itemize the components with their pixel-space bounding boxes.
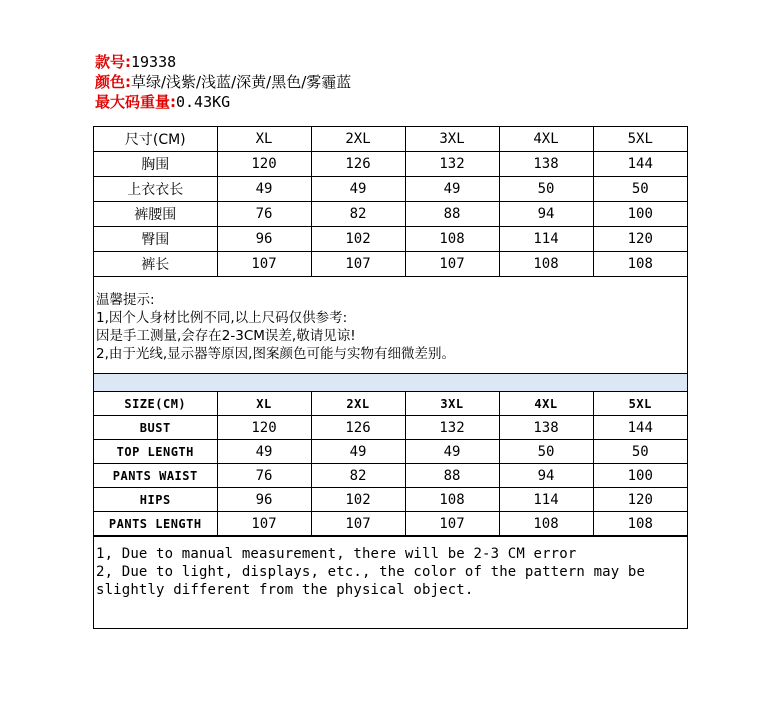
product-header: [95, 52, 351, 112]
table-cell: 50: [593, 177, 687, 202]
table-cell: 94: [499, 202, 593, 227]
table-cell: 107: [405, 512, 499, 536]
separator-band: [94, 373, 687, 392]
table-cell: 100: [593, 464, 687, 488]
row-label: 胸围: [94, 152, 217, 177]
note-line: slightly different from the physical object.: [96, 582, 474, 598]
table-row: [94, 488, 687, 512]
table-cell: 107: [405, 252, 499, 277]
style-number-row: [95, 52, 351, 72]
table-cell: 102: [311, 488, 405, 512]
table-cell: 108: [405, 227, 499, 252]
table-cell: 114: [499, 488, 593, 512]
table-cell: 144: [593, 152, 687, 177]
color-label: 颜色:: [95, 73, 131, 91]
note-line: 2,由于光线,显示器等原因,图案颜色可能与实物有细微差别。: [96, 346, 455, 362]
table-row: [94, 227, 687, 252]
table-row: [94, 416, 687, 440]
column-header: 3XL: [405, 392, 499, 416]
color-row: [95, 72, 351, 92]
table-cell: 108: [593, 252, 687, 277]
table-cell: 50: [499, 177, 593, 202]
table-cell: 100: [593, 202, 687, 227]
table-cell: 144: [593, 416, 687, 440]
column-header: 2XL: [311, 127, 405, 152]
table-cell: 132: [405, 152, 499, 177]
table-cell: 82: [311, 464, 405, 488]
table-cell: 107: [217, 512, 311, 536]
row-label: 臀围: [94, 227, 217, 252]
table-cell: 49: [405, 440, 499, 464]
table-cell: 126: [311, 152, 405, 177]
notes-english: [94, 536, 687, 628]
table-header-row: [94, 392, 687, 416]
table-cell: 108: [499, 512, 593, 536]
row-label: 裤腰围: [94, 202, 217, 227]
table-cell: 120: [593, 488, 687, 512]
table-cell: 107: [311, 512, 405, 536]
column-header: 3XL: [405, 127, 499, 152]
row-label: 上衣衣长: [94, 177, 217, 202]
table-row: [94, 512, 687, 536]
table-cell: 107: [311, 252, 405, 277]
table-cell: 49: [311, 177, 405, 202]
table-row: [94, 252, 687, 277]
column-header: XL: [217, 392, 311, 416]
table-cell: 138: [499, 152, 593, 177]
size-chart-sheet: [93, 126, 688, 629]
table-cell: 126: [311, 416, 405, 440]
table-cell: 94: [499, 464, 593, 488]
note-line: 1, Due to manual measurement, there will be 2-3 CM error: [96, 546, 577, 562]
notes-chinese: [94, 277, 687, 373]
color-value: 草绿/浅紫/浅蓝/深黄/黑色/雾霾蓝: [131, 73, 352, 91]
table-cell: 132: [405, 416, 499, 440]
table-row: [94, 177, 687, 202]
table-cell: 49: [217, 177, 311, 202]
table-cell: 82: [311, 202, 405, 227]
table-cell: 102: [311, 227, 405, 252]
table-header-row: [94, 127, 687, 152]
row-label: PANTS LENGTH: [94, 512, 217, 536]
weight-value: 0.43KG: [176, 93, 231, 111]
table-cell: 50: [593, 440, 687, 464]
table-cell: 76: [217, 464, 311, 488]
table-cell: 49: [311, 440, 405, 464]
row-label: PANTS WAIST: [94, 464, 217, 488]
table-cell: 107: [217, 252, 311, 277]
table-cell: 49: [405, 177, 499, 202]
row-label: 裤长: [94, 252, 217, 277]
row-label: BUST: [94, 416, 217, 440]
table-cell: 50: [499, 440, 593, 464]
row-label: HIPS: [94, 488, 217, 512]
table-row: [94, 440, 687, 464]
table-cell: 49: [217, 440, 311, 464]
table-row: [94, 152, 687, 177]
table-cell: 120: [217, 416, 311, 440]
column-header: 2XL: [311, 392, 405, 416]
note-line: 温馨提示:: [96, 292, 155, 308]
style-number-label: 款号:: [95, 53, 131, 71]
note-line: 1,因个人身材比例不同,以上尺码仅供参考:: [96, 310, 348, 326]
style-number-value: 19338: [131, 53, 177, 71]
table-cell: 96: [217, 488, 311, 512]
size-table-chinese: [94, 127, 687, 277]
row-label: TOP LENGTH: [94, 440, 217, 464]
table-cell: 96: [217, 227, 311, 252]
table-cell: 138: [499, 416, 593, 440]
table-cell: 108: [405, 488, 499, 512]
column-header: 5XL: [593, 127, 687, 152]
column-header: XL: [217, 127, 311, 152]
size-table-english: [94, 392, 687, 536]
column-header: 尺寸(CM): [94, 127, 217, 152]
table-cell: 88: [405, 464, 499, 488]
column-header: 4XL: [499, 127, 593, 152]
note-line: 因是手工测量,会存在2-3CM误差,敬请见谅!: [96, 328, 356, 344]
table-cell: 120: [593, 227, 687, 252]
weight-row: [95, 92, 351, 112]
table-cell: 108: [499, 252, 593, 277]
table-cell: 120: [217, 152, 311, 177]
table-row: [94, 202, 687, 227]
column-header: 5XL: [593, 392, 687, 416]
note-line: 2, Due to light, displays, etc., the color of the pattern may be: [96, 564, 646, 580]
table-cell: 108: [593, 512, 687, 536]
weight-label: 最大码重量:: [95, 93, 176, 111]
table-cell: 76: [217, 202, 311, 227]
table-row: [94, 464, 687, 488]
table-cell: 114: [499, 227, 593, 252]
column-header: 4XL: [499, 392, 593, 416]
column-header: SIZE(CM): [94, 392, 217, 416]
table-cell: 88: [405, 202, 499, 227]
